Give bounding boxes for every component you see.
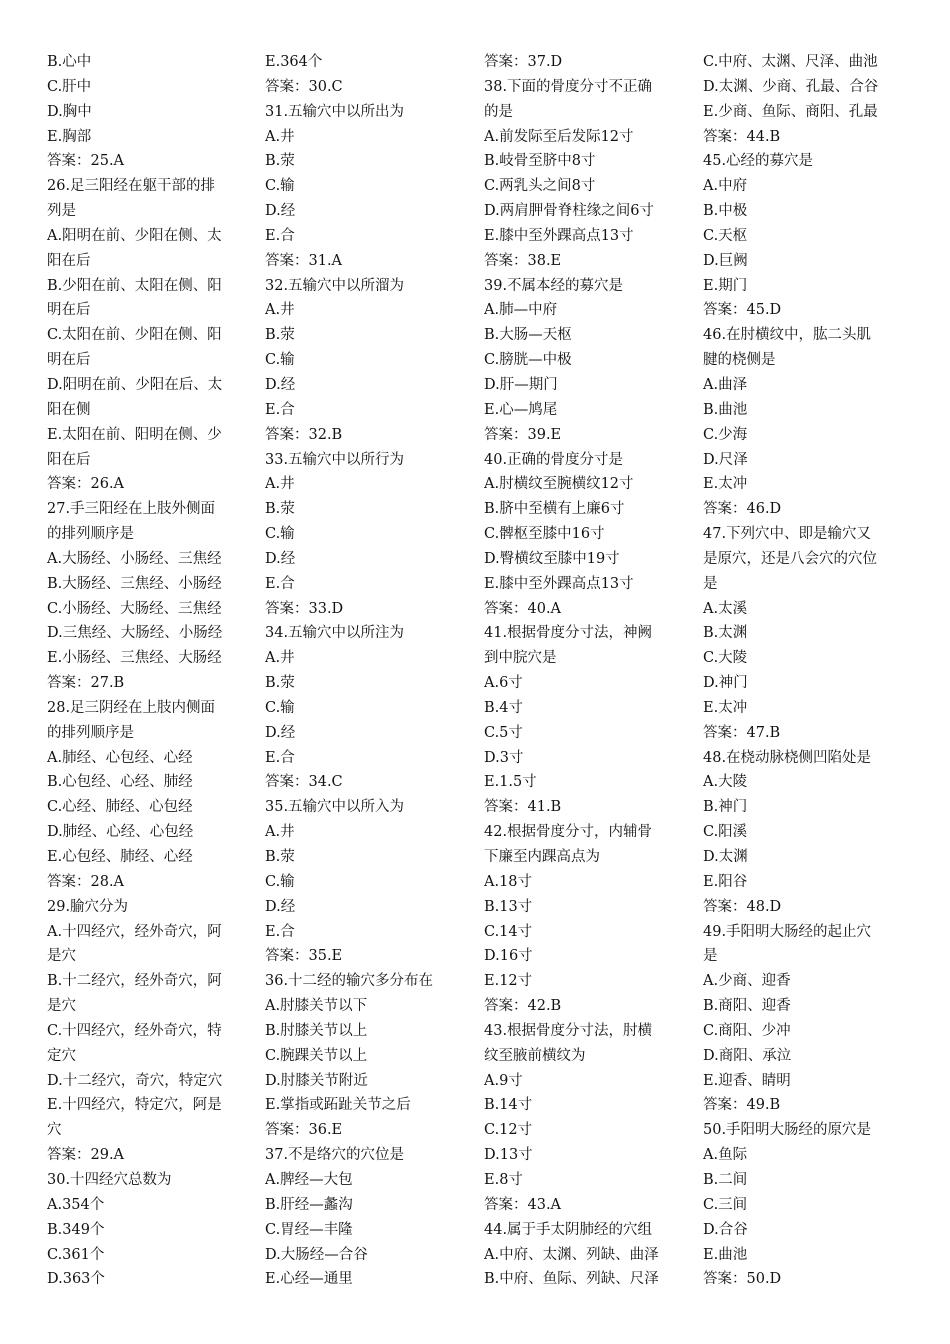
text-line: A.井 [265, 302, 295, 319]
text-line: E.心经—通里 [265, 1271, 353, 1288]
text-line: 下廉至内踝高点为 [484, 849, 600, 865]
text-line: 纹至腋前横纹为 [484, 1047, 586, 1064]
text-line: B.肝经—蠡沟 [265, 1196, 353, 1213]
text-line: 答案：33.D [265, 600, 344, 617]
text-line: E.膝中至外踝高点13寸 [484, 575, 634, 592]
text-line: B.二间 [703, 1171, 748, 1188]
text-line: D.阳明在前、少阳在后、太 [47, 376, 223, 393]
text-line: A.6寸 [484, 675, 523, 692]
text-line: 答案：41.B [484, 799, 562, 816]
text-line: D.16寸 [484, 948, 533, 965]
text-line: 是原穴，还是八会穴的穴位 [703, 550, 877, 567]
text-line: A.中府、太渊、列缺、曲泽 [484, 1246, 659, 1263]
text-line: C.361个 [47, 1246, 105, 1263]
text-line: D.3寸 [484, 749, 524, 766]
text-line: C.少海 [703, 426, 748, 443]
text-line: E.合 [265, 401, 295, 418]
text-line: 答案：37.D [484, 54, 563, 70]
text-line: A.阳明在前、少阳在侧、太 [47, 227, 222, 244]
text-line: 36.十二经的输穴多分布在 [265, 973, 434, 990]
text-line: E.曲池 [703, 1246, 748, 1263]
text-line: 答案：50.D [703, 1271, 782, 1288]
text-line: 47.下列穴中、即是输穴又 [703, 526, 872, 543]
text-line: E.少商、鱼际、商阳、孔最 [703, 103, 878, 120]
text-line: A.鱼际 [703, 1147, 748, 1164]
text-line: E.合 [265, 749, 295, 766]
text-line: 阳在后 [47, 451, 91, 468]
text-line: B.13寸 [484, 898, 533, 915]
text-line: 的排列顺序是 [47, 724, 134, 741]
text-line: B.神门 [703, 799, 748, 816]
text-line: C.输 [265, 526, 295, 543]
text-line: C.输 [265, 352, 295, 369]
text-line: 38.下面的骨度分寸不正确 [484, 78, 653, 95]
text-line: A.脾经—大包 [265, 1171, 353, 1188]
text-line: C.肝中 [47, 78, 92, 95]
text-line: D.尺泽 [703, 451, 748, 468]
text-line: E.十四经穴，特定穴，阿是 [47, 1097, 222, 1114]
text-line: D.合谷 [703, 1221, 748, 1238]
text-line: D.三焦经、大肠经、小肠经 [47, 625, 223, 642]
text-line: D.经 [265, 550, 296, 567]
text-line: 是 [703, 948, 718, 965]
text-line: C.两乳头之间8寸 [484, 178, 596, 195]
text-line: D.商阳、承泣 [703, 1047, 792, 1064]
text-line: C.胃经—丰隆 [265, 1221, 353, 1238]
text-line: D.臀横纹至膝中19寸 [484, 550, 620, 567]
text-line: B.太渊 [703, 625, 748, 642]
text-line: C.阳溪 [703, 824, 748, 841]
text-line: D.神门 [703, 675, 748, 692]
text-line: E.掌指或跖趾关节之后 [265, 1097, 411, 1114]
text-line: 37.不是络穴的穴位是 [265, 1147, 405, 1164]
text-line: A.井 [265, 650, 295, 667]
text-line: 答案：38.E [484, 252, 562, 269]
text-line: A.肺—中府 [484, 302, 558, 319]
text-line: B.中府、鱼际、列缺、尺泽 [484, 1271, 659, 1288]
text-line: 答案：44.B [703, 128, 781, 145]
text-line: C.输 [265, 178, 295, 195]
text-line: A.井 [265, 128, 295, 145]
text-line: E.心包经、肺经、心经 [47, 849, 193, 865]
text-line: C.12寸 [484, 1122, 533, 1139]
text-line: C.大陵 [703, 650, 748, 667]
text-line: C.输 [265, 699, 295, 716]
text-line: D.太渊 [703, 849, 748, 865]
text-line: B.中极 [703, 203, 748, 220]
text-line: D.胸中 [47, 103, 92, 120]
text-line: D.经 [265, 203, 296, 220]
text-line: 答案：36.E [265, 1122, 343, 1139]
text-line: D.大肠经—合谷 [265, 1246, 368, 1263]
text-line: 44.属于手太阴肺经的穴组 [484, 1221, 653, 1238]
text-line: B.荥 [265, 327, 295, 344]
text-line: 是穴 [47, 948, 76, 965]
text-line: E.小肠经、三焦经、大肠经 [47, 650, 222, 667]
text-line: C.腕踝关节以上 [265, 1047, 368, 1064]
text-line: D.经 [265, 724, 296, 741]
text-line: B.4寸 [484, 699, 523, 716]
text-line: 答案：47.B [703, 724, 781, 741]
text-line: C.太阳在前、少阳在侧、阳 [47, 327, 222, 344]
text-line: C.三间 [703, 1196, 748, 1213]
text-line: B.曲池 [703, 401, 748, 418]
text-line: E.12寸 [484, 973, 533, 990]
text-line: A.9寸 [484, 1072, 523, 1089]
text-line: D.经 [265, 376, 296, 393]
text-line: C.输 [265, 873, 295, 890]
text-line: 列是 [47, 203, 76, 220]
text-line: 41.根据骨度分寸法，神阙 [484, 625, 653, 642]
text-line: E.太冲 [703, 476, 748, 493]
text-line: 50.手阳明大肠经的原穴是 [703, 1122, 872, 1139]
text-column-2 [265, 50, 471, 1292]
text-line: C.膀胱—中极 [484, 352, 572, 369]
text-line: C.天枢 [703, 227, 748, 244]
text-line: D.13寸 [484, 1147, 533, 1164]
text-line: 30.十四经穴总数为 [47, 1171, 172, 1188]
text-line: E.心—鸠尾 [484, 401, 558, 418]
text-line: B.商阳、迎香 [703, 998, 791, 1015]
text-line: 49.手阳明大肠经的起止穴 [703, 923, 872, 940]
text-line: C.5寸 [484, 724, 523, 741]
text-line: 到中脘穴是 [484, 650, 557, 667]
text-column-3 [484, 50, 690, 1292]
text-line: 42.根据骨度分寸，内辅骨 [484, 824, 653, 841]
text-line: 答案：48.D [703, 898, 782, 915]
text-line: 明在后 [47, 302, 91, 319]
text-line: 答案：29.A [47, 1147, 125, 1164]
text-line: B.心包经、心经、肺经 [47, 774, 193, 791]
text-line: B.349个 [47, 1221, 105, 1238]
text-line: B.少阳在前、太阳在侧、阳 [47, 277, 222, 294]
text-line: B.脐中至横有上廉6寸 [484, 501, 625, 518]
text-line: E.迎香、睛明 [703, 1072, 791, 1089]
text-line: B.心中 [47, 54, 92, 70]
text-line: B.大肠经、三焦经、小肠经 [47, 575, 222, 592]
text-line: B.肘膝关节以上 [265, 1022, 368, 1039]
text-line: 48.在桡动脉桡侧凹陷处是 [703, 749, 872, 766]
text-line: E.太阳在前、阳明在侧、少 [47, 426, 222, 443]
text-line: 45.心经的募穴是 [703, 153, 814, 170]
text-line: E.8寸 [484, 1171, 523, 1188]
text-line: D.太渊、少商、孔最、合谷 [703, 78, 879, 95]
text-line: E.合 [265, 575, 295, 592]
text-line: A.大陵 [703, 774, 748, 791]
text-line: D.两肩胛骨脊柱缘之间6寸 [484, 203, 654, 220]
text-line: C.中府、太渊、尺泽、曲池 [703, 54, 878, 70]
text-line: D.肝—期门 [484, 376, 558, 393]
text-line: 答案：45.D [703, 302, 782, 319]
text-line: 31.五输穴中以所出为 [265, 103, 405, 120]
text-line: C.14寸 [484, 923, 533, 940]
text-line: D.巨阙 [703, 252, 748, 269]
text-line: C.心经、肺经、心包经 [47, 799, 193, 816]
text-line: 腱的桡侧是 [703, 352, 776, 369]
text-line: C.小肠经、大肠经、三焦经 [47, 600, 222, 617]
text-line: A.太溪 [703, 600, 748, 617]
text-line: E.太冲 [703, 699, 748, 716]
text-line: A.肘横纹至腕横纹12寸 [484, 476, 634, 493]
text-line: 答案：49.B [703, 1097, 781, 1114]
text-line: 答案：39.E [484, 426, 562, 443]
text-line: 答案：25.A [47, 153, 125, 170]
text-line: 答案：43.A [484, 1196, 562, 1213]
text-line: C.十四经穴，经外奇穴，特 [47, 1022, 222, 1039]
text-line: 答案：40.A [484, 600, 562, 617]
text-line: 32.五输穴中以所溜为 [265, 277, 405, 294]
text-line: 穴 [47, 1122, 62, 1139]
text-line: 是 [703, 575, 718, 592]
text-line: E.阳谷 [703, 873, 748, 890]
text-line: 39.不属本经的募穴是 [484, 277, 624, 294]
text-line: 27.手三阳经在上肢外侧面 [47, 501, 216, 518]
text-line: D.经 [265, 898, 296, 915]
text-line: 答案：42.B [484, 998, 562, 1015]
text-line: 答案：26.A [47, 476, 125, 493]
text-line: 26.足三阳经在躯干部的排 [47, 178, 216, 195]
text-line: A.354个 [47, 1196, 105, 1213]
text-line: 33.五输穴中以所行为 [265, 451, 405, 468]
text-line: 29.腧穴分为 [47, 898, 129, 915]
text-line: E.胸部 [47, 128, 92, 145]
text-line: E.合 [265, 227, 295, 244]
text-line: A.大肠经、小肠经、三焦经 [47, 550, 222, 567]
text-line: A.少商、迎香 [703, 973, 791, 990]
text-column-1 [47, 50, 253, 1292]
text-line: E.364个 [265, 54, 323, 70]
text-line: 40.正确的骨度分寸是 [484, 451, 624, 468]
text-line: 35.五输穴中以所入为 [265, 799, 405, 816]
text-line: A.肺经、心包经、心经 [47, 749, 193, 766]
text-line: 阳在后 [47, 252, 91, 269]
text-line: D.363个 [47, 1271, 105, 1288]
text-line: 阳在侧 [47, 401, 91, 418]
text-line: A.前发际至后发际12寸 [484, 128, 634, 145]
text-line: 的是 [484, 103, 513, 120]
text-line: D.肘膝关节附近 [265, 1072, 368, 1089]
text-line: 答案：46.D [703, 501, 782, 518]
text-line: B.岐骨至脐中8寸 [484, 153, 596, 170]
text-line: B.大肠—天枢 [484, 327, 572, 344]
text-line: E.膝中至外踝高点13寸 [484, 227, 634, 244]
text-line: 34.五输穴中以所注为 [265, 625, 405, 642]
text-line: A.井 [265, 824, 295, 841]
text-line: A.18寸 [484, 873, 533, 890]
text-line: 定穴 [47, 1047, 76, 1064]
text-line: 46.在肘横纹中，肱二头肌 [703, 327, 872, 344]
text-line: C.髀枢至膝中16寸 [484, 526, 605, 543]
text-column-4 [703, 50, 909, 1292]
text-line: A.曲泽 [703, 376, 748, 393]
text-line: 的排列顺序是 [47, 526, 134, 543]
text-line: B.荥 [265, 501, 295, 518]
text-line: B.十二经穴，经外奇穴，阿 [47, 973, 222, 990]
text-line: E.期门 [703, 277, 748, 294]
text-line: 答案：34.C [265, 774, 343, 791]
text-line: D.肺经、心经、心包经 [47, 824, 194, 841]
text-line: 答案：32.B [265, 426, 343, 443]
text-line: D.十二经穴，奇穴，特定穴 [47, 1072, 223, 1089]
text-line: 答案：28.A [47, 873, 125, 890]
text-line: 答案：35.E [265, 948, 343, 965]
text-line: A.中府 [703, 178, 748, 195]
text-line: 43.根据骨度分寸法，肘横 [484, 1022, 653, 1039]
text-line: A.十四经穴，经外奇穴，阿 [47, 923, 222, 940]
text-line: 明在后 [47, 352, 91, 369]
text-line: 答案：30.C [265, 78, 343, 95]
text-line: B.荥 [265, 675, 295, 692]
text-line: B.14寸 [484, 1097, 533, 1114]
text-line: E.1.5寸 [484, 774, 537, 791]
text-line: 是穴 [47, 998, 76, 1015]
text-line: 答案：27.B [47, 675, 125, 692]
text-line: A.井 [265, 476, 295, 493]
text-line: C.商阳、少冲 [703, 1022, 791, 1039]
text-line: E.合 [265, 923, 295, 940]
text-line: 答案：31.A [265, 252, 343, 269]
text-line: B.荥 [265, 153, 295, 170]
text-line: B.荥 [265, 849, 295, 865]
text-line: 28.足三阴经在上肢内侧面 [47, 699, 216, 716]
text-line: A.肘膝关节以下 [265, 998, 368, 1015]
